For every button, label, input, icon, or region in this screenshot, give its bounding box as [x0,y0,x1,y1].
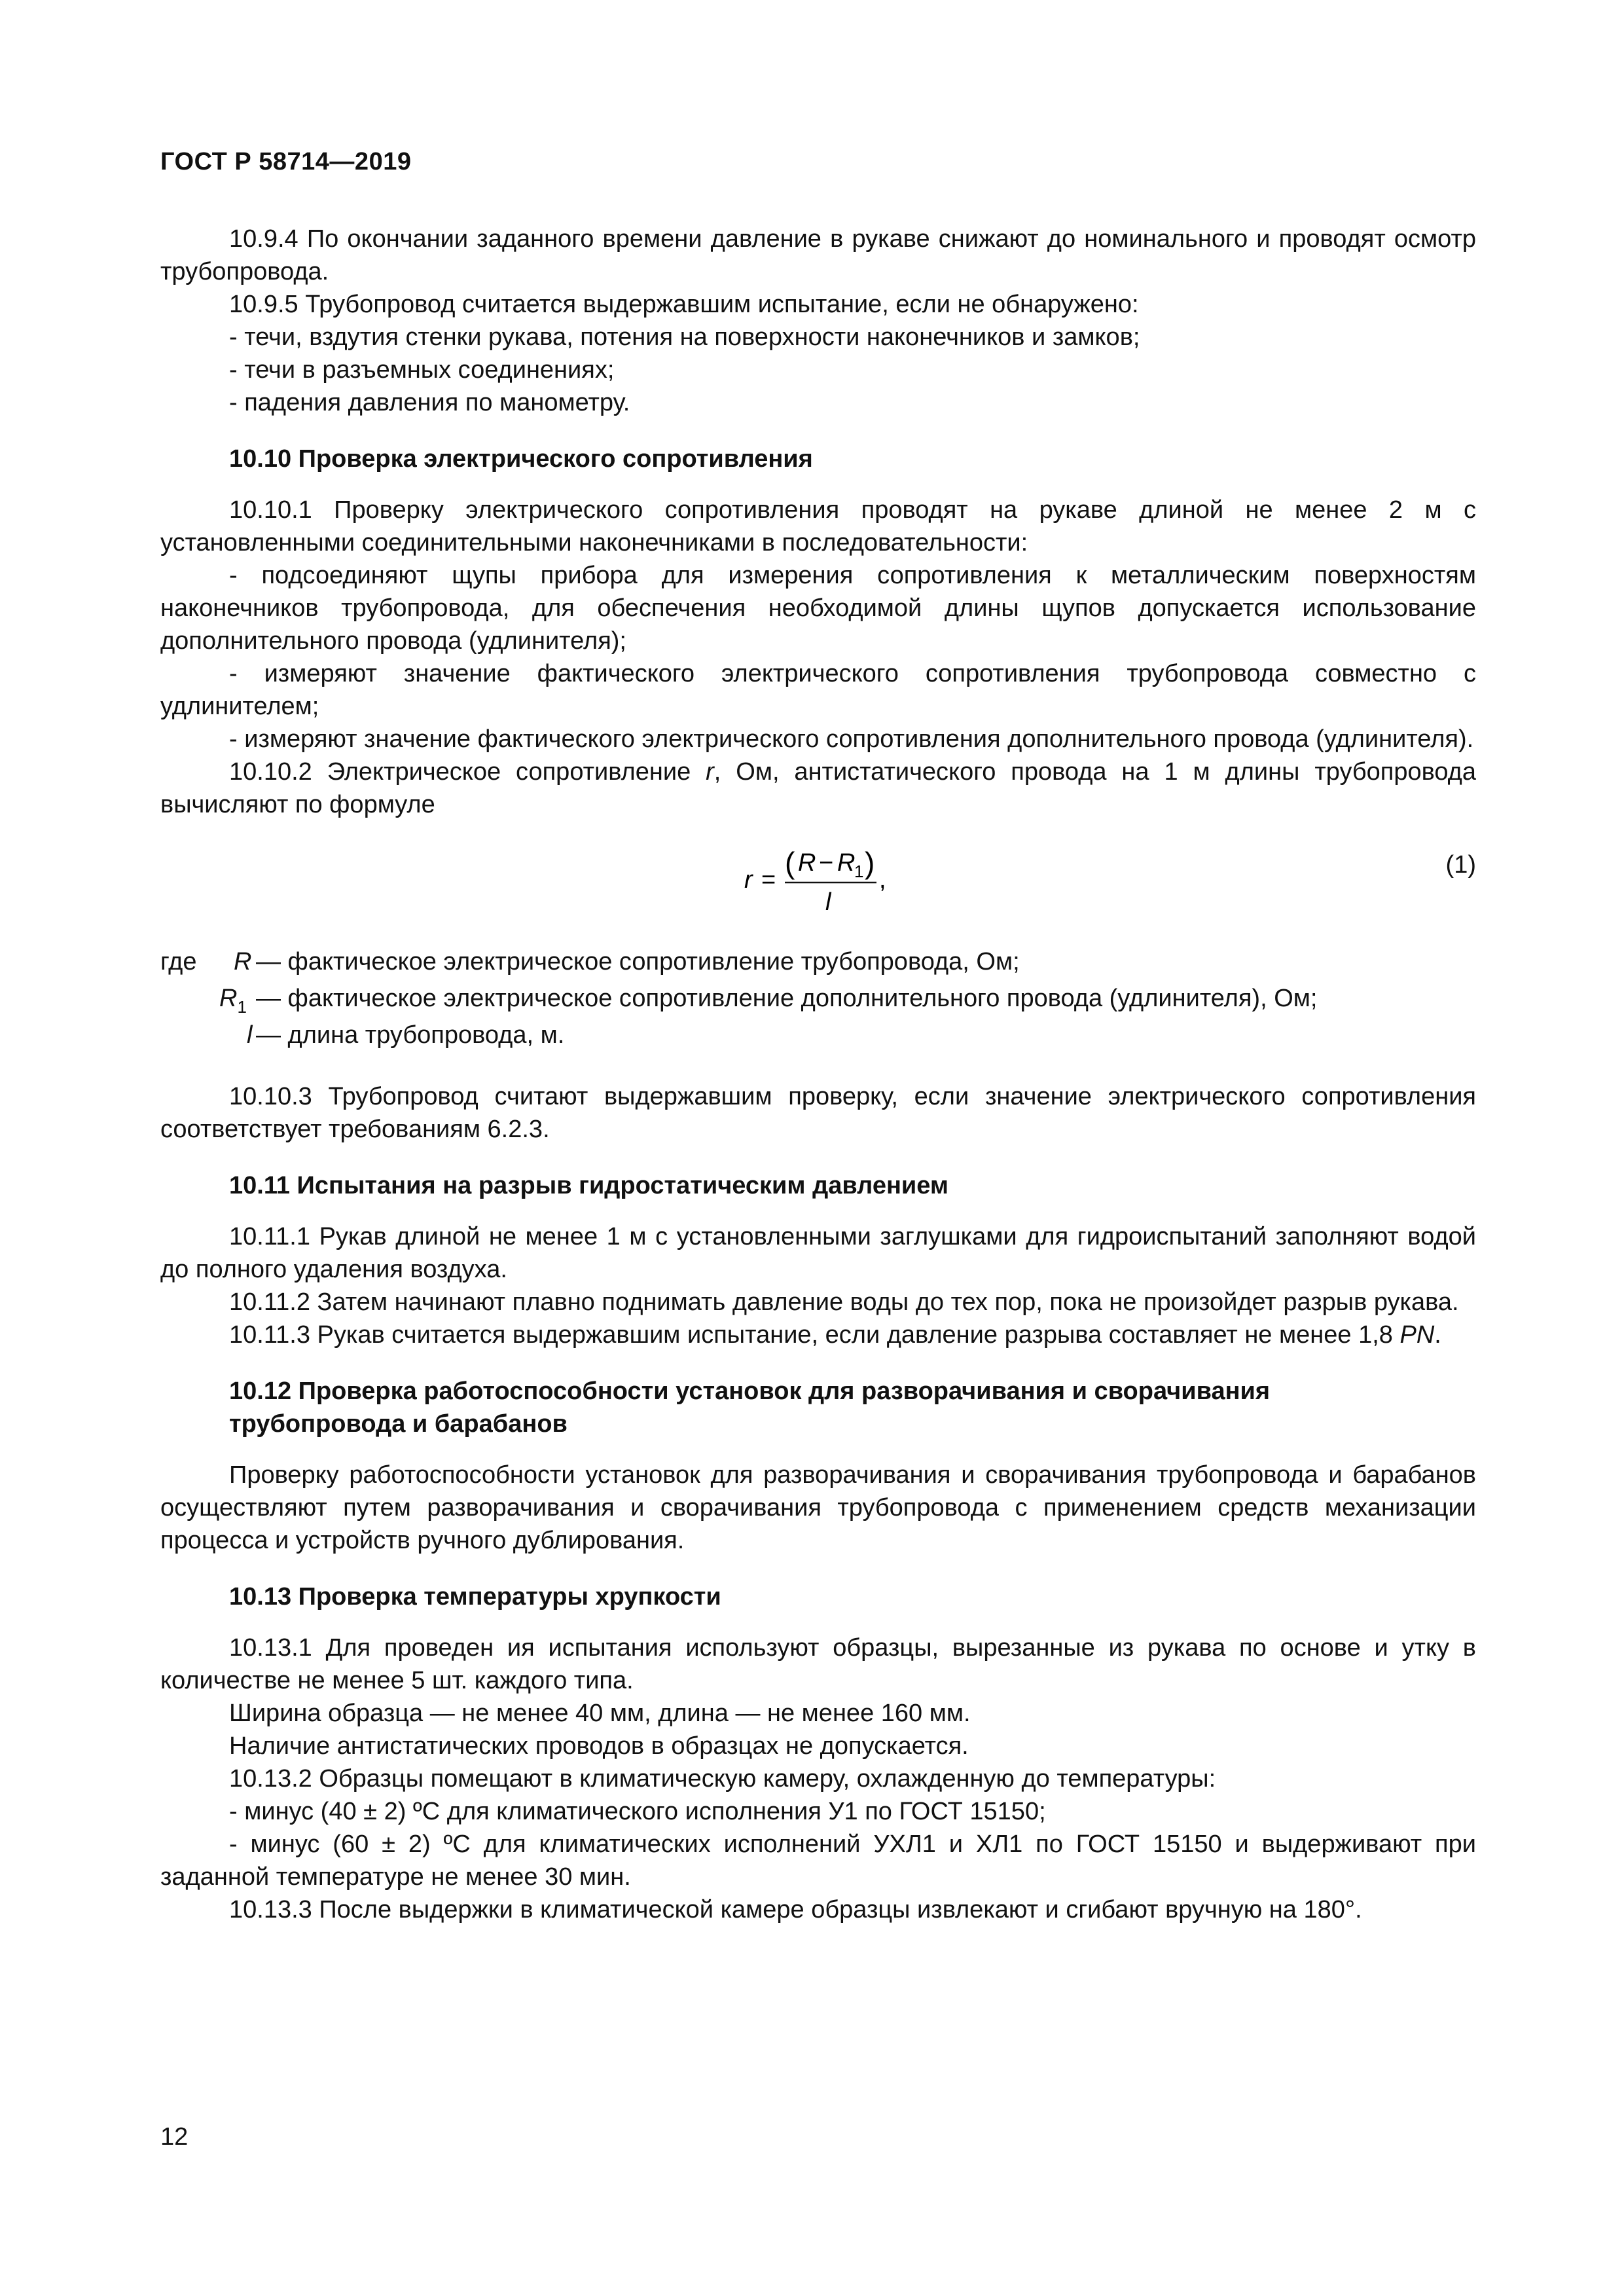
formula-paren-close: ) [865,846,875,880]
para-antistatic-wires: Наличие антистатических проводов в образцах не допускается. [229,1732,969,1760]
para-10-10-3: 10.10.3 Трубопровод считают выдержавшим проверку, если значение электрического сопротивления соответствует требованиям 6.2.3. [160,1083,1476,1143]
para-10-9-4: 10.9.4 По окончании заданного времени давление в рукаве снижают до номинального и проводят осмотр трубопровода. [160,225,1476,285]
heading-10-11: 10.11 Испытания на разрыв гидростатическим давлением [229,1172,949,1199]
var-r: r [706,758,714,786]
heading-10-10: 10.10 Проверка электрического сопротивления [229,445,813,473]
para-10-11-3-post: . [1434,1321,1441,1349]
formula-paren-open: ( [785,846,795,880]
para-10-13-1: 10.13.1 Для проведен ия испытания используют образцы, вырезанные из рукава по основе и утку в количестве не менее 5 шт. каждого типа. [160,1634,1476,1694]
list-item: - измеряют значение фактического электрического сопротивления трубопровода совместно с удлинителем; [160,660,1476,720]
where-row [160,982,1476,1015]
page-number: 12 [160,2123,189,2151]
where-symbol-letter: R [219,985,238,1012]
where-symbol [219,982,247,1015]
para-10-11-3-pre: 10.11.3 Рукав считается выдержавшим испытание, если давление разрыва составляет не менее 1,8 [229,1321,1393,1349]
heading-10-13: 10.13 Проверка температуры хрупкости [229,1583,721,1611]
list-item: - течи, вздутия стенки рукава, потения на поверхности наконечников и замков; [229,323,1140,351]
para-10-13-3: 10.13.3 После выдержки в климатической камере образцы извлекают и сгибают вручную на 180°. [229,1896,1362,1923]
document-header: ГОСТ Р 58714—2019 [160,148,412,175]
formula-lhs: r [744,866,753,894]
para-10-10-1: 10.10.1 Проверку электрического сопротивления проводят на рукаве длиной не менее 2 м с установленными соединительными наконечниками в последовательности: [160,496,1476,556]
formula-den: l [825,888,831,916]
where-text: — длина трубопровода, м. [256,1021,565,1049]
heading-10-12-line-1: 10.12 Проверка работоспособности установок для разворачивания и сворачивания [229,1377,1271,1405]
para-10-12: Проверку работоспособности установок для разворачивания и сворачивания трубопровода и барабанов осуществляют путем разворачивания и сворачивания трубопровода с применением средств механизации процесса и устройств ручного дублирования. [160,1461,1476,1554]
list-item: - течи в разъемных соединениях; [229,356,615,384]
var-pn: PN [1399,1321,1435,1349]
list-item: - подсоединяют щупы прибора для измерения сопротивления к металлическим поверхностям наконечников трубопровода, для обеспечения необходимой длины щупов допускается использование дополнительного провода (удлинителя); [160,562,1476,655]
where-text: — фактическое электрическое сопротивление трубопровода, Ом; [256,948,1020,975]
formula-num-R1: R [837,849,856,877]
formula-equals: = [761,866,776,894]
list-item: - падения давления по манометру. [229,389,630,416]
para-10-10-2-post: , Ом, антистатического провода на 1 м длины трубопровода вычисляют по формуле [160,758,1476,818]
formula-num-R: R [798,849,816,877]
formula-minus: − [819,849,834,877]
where-symbol-sub: 1 [237,997,247,1017]
para-10-13-2: 10.13.2 Образцы помещают в климатическую камеру, охлажденную до температуры: [229,1765,1216,1793]
formula-1 [160,841,1476,945]
heading-10-12-line-2: трубопровода и барабанов [229,1410,568,1438]
formula-comma: , [879,866,886,894]
para-sample-size: Ширина образца — не менее 40 мм, длина — не менее 160 мм. [229,1700,971,1727]
para-10-11-2: 10.11.2 Затем начинают плавно поднимать давление воды до тех пор, пока не произойдет разрыв рукава. [229,1288,1459,1316]
formula-number: (1) [1445,851,1476,879]
list-item: - минус (40 ± 2) ºС для климатического исполнения У1 по ГОСТ 15150; [229,1798,1046,1825]
page-body [160,223,1476,1926]
list-item: - измеряют значение фактического электрического сопротивления дополнительного провода (удлинителя). [229,725,1474,753]
where-row [160,1019,1476,1051]
para-10-11-1: 10.11.1 Рукав длиной не менее 1 м с установленными заглушками для гидроиспытаний заполняют водой до полного удаления воздуха. [160,1223,1476,1283]
where-label: где [160,948,197,975]
para-10-10-2 [160,756,1476,821]
formula-resistance [742,841,1030,939]
where-text: — фактическое электрическое сопротивление дополнительного провода (удлинителя), Ом; [256,985,1318,1012]
where-symbol: l [247,1021,253,1049]
para-10-10-2-pre: 10.10.2 Электрическое сопротивление [229,758,691,786]
where-row [160,945,1476,978]
where-symbol: R [234,948,252,975]
formula-sub-1: 1 [854,862,864,881]
list-item: - минус (60 ± 2) ºС для климатических исполнений УХЛ1 и ХЛ1 по ГОСТ 15150 и выдерживают при заданной температуре не менее 30 мин. [160,1831,1476,1891]
para-10-9-5: 10.9.5 Трубопровод считается выдержавшим испытание, если не обнаружено: [229,291,1139,318]
para-10-11-3 [160,1319,1476,1351]
